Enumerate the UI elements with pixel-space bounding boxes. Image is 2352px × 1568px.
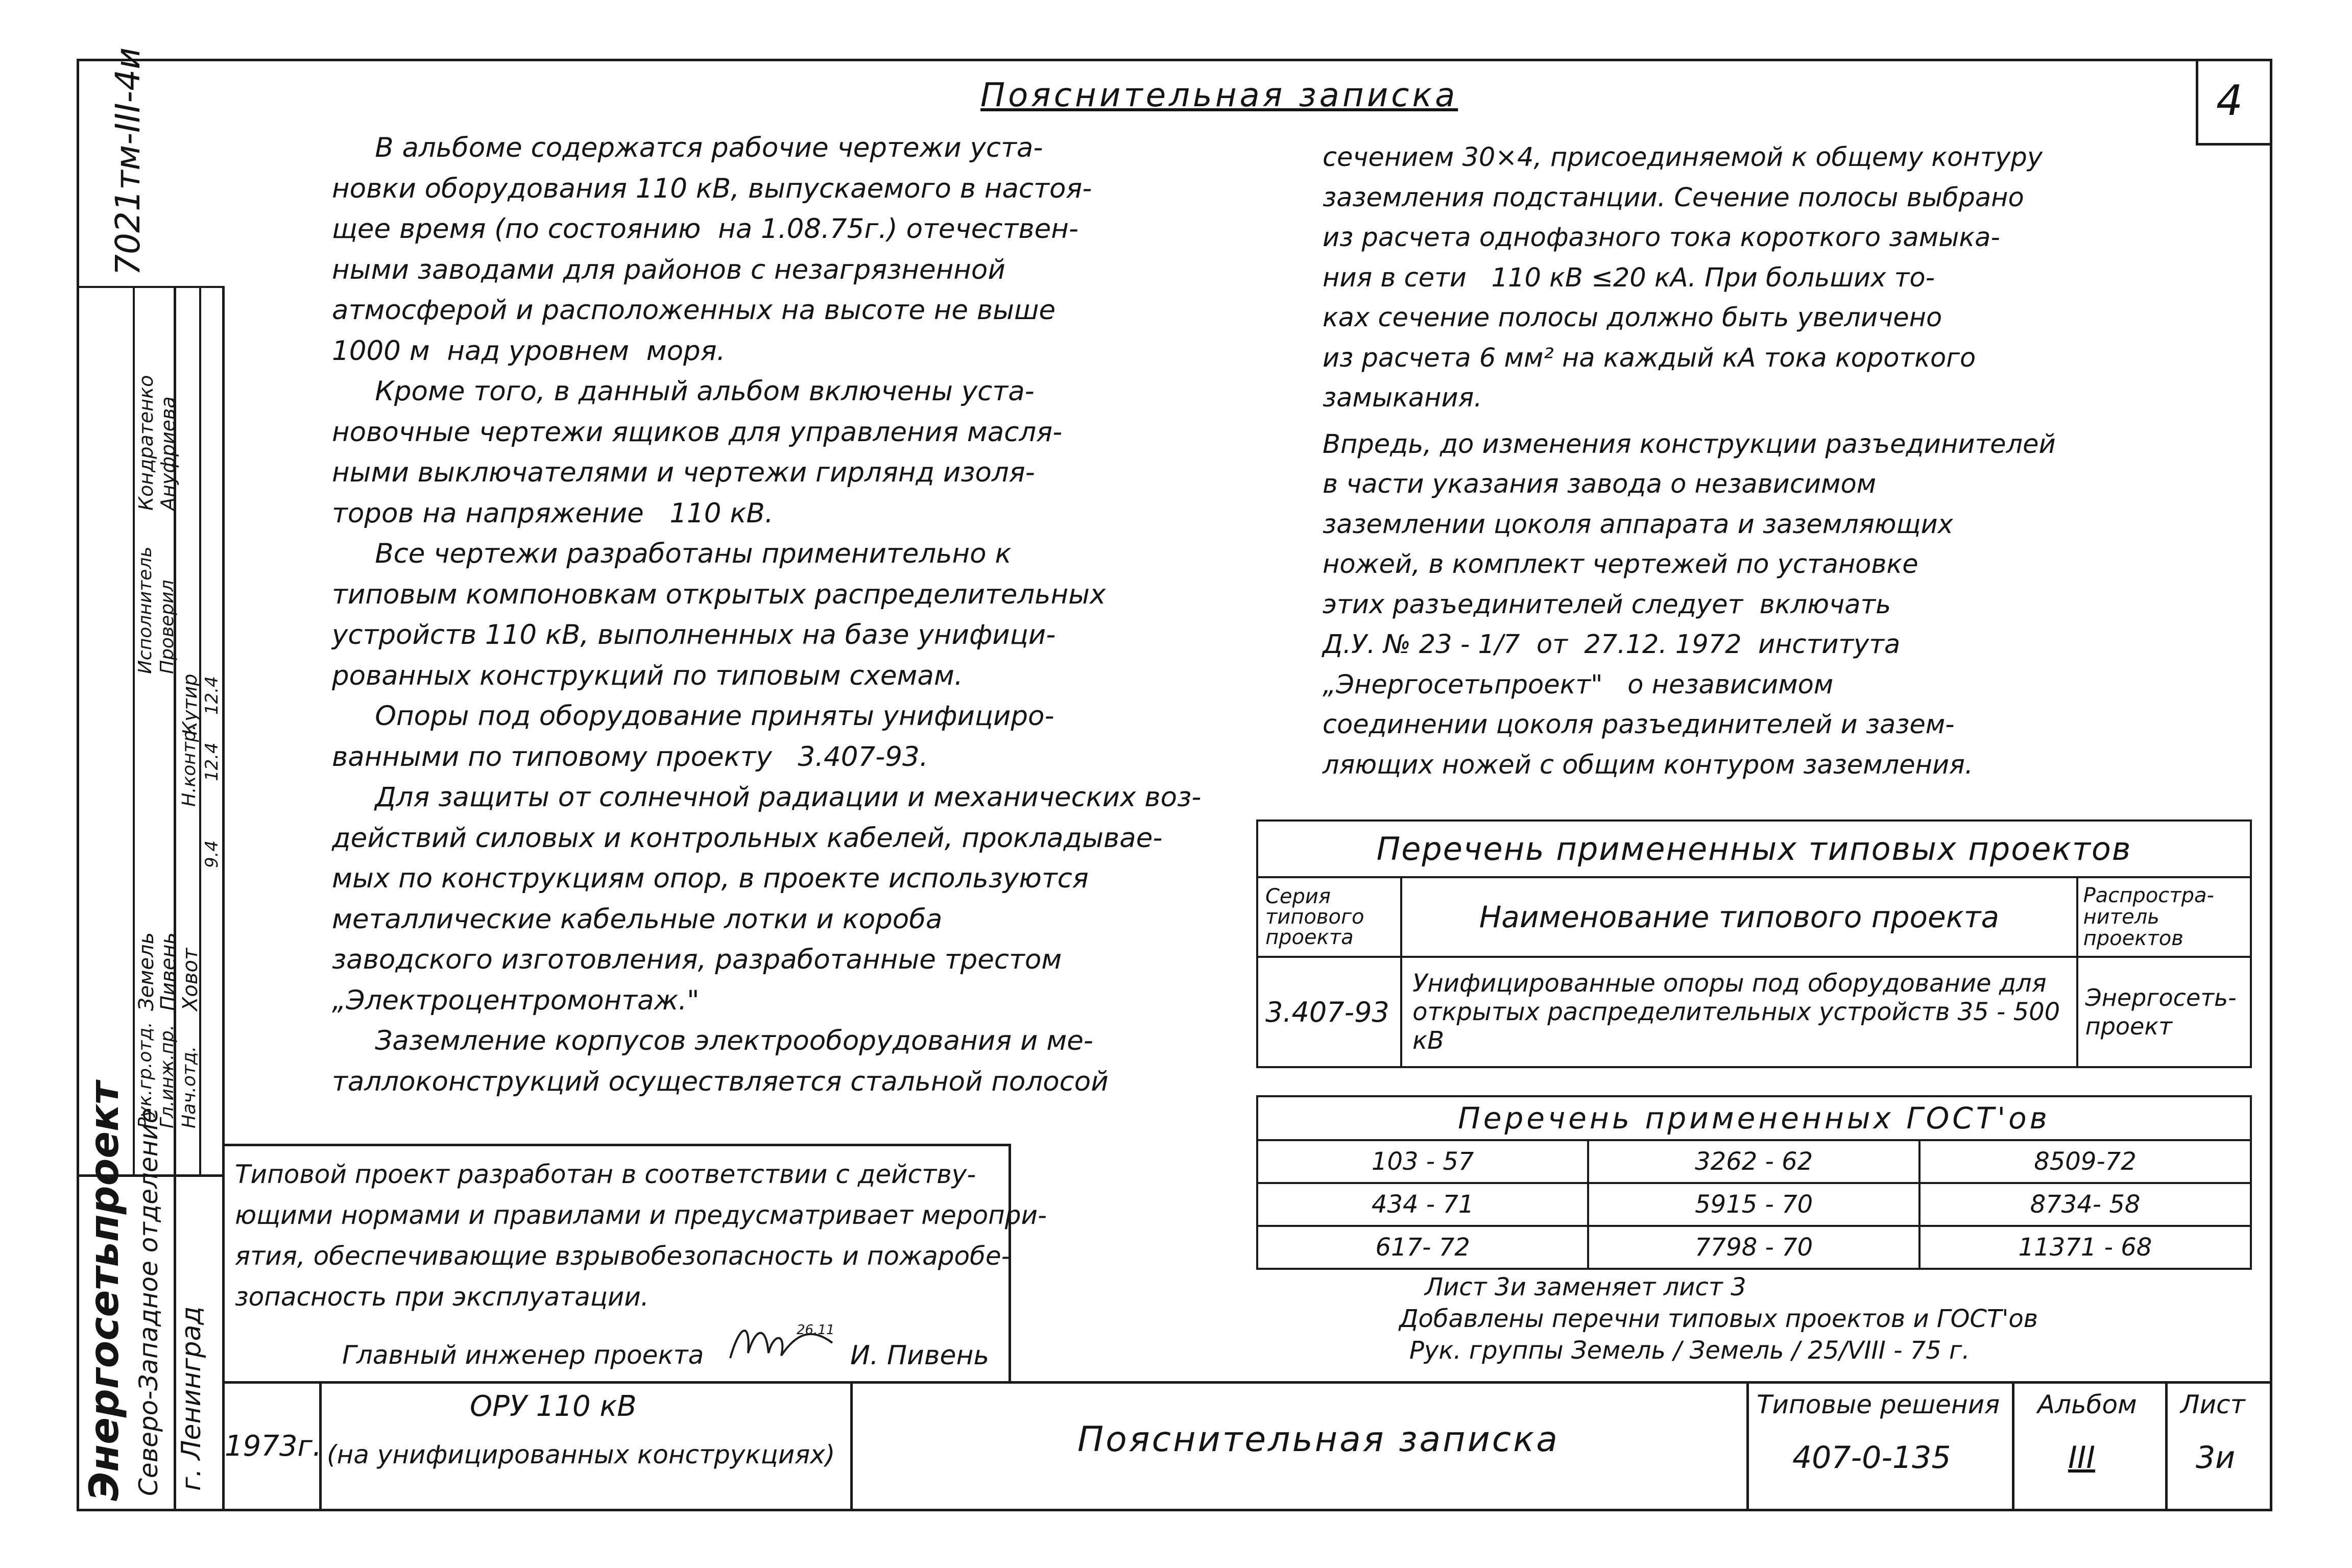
side-stamp-divider: [77, 286, 225, 288]
side-stamp-divider: [222, 286, 225, 1511]
title-block-year: 1973г.: [225, 1430, 322, 1463]
side-stamp-name: Пивень: [157, 932, 180, 1011]
title-block-divider: [1746, 1381, 1749, 1511]
chief-engineer-signature-line: Главный инженер проекта: [342, 1340, 704, 1370]
side-stamp-organization: Энергосетьпроект: [82, 1081, 128, 1501]
gost-table-title: Перечень примененных ГОСТ'ов: [1257, 1096, 2251, 1140]
paragraph-album-contents: В альбоме содержатся рабочие чертежи уста- новки оборудования 110 кВ, выпускаемого в настоя- щее время (по состоянию на 1.08.75г.) отечествен- ными заводами для районов с незагрязненной атмосферой и расположенных на высоте не выше 1000 м над уровнем моря.: [332, 132, 1092, 367]
projects-cell-name: Унифицированные опоры под оборудование для открытых распределительных устройств 35 - 500 кВ: [1401, 957, 2077, 1067]
paragraph-boxes: Кроме того, в данный альбом включены уста- новочные чертежи ящиков для управления масля- ными выключателями и чертежи гирлянд изоля- торов на напряжение 110 кВ.: [332, 376, 1063, 529]
side-stamp-date: 12.4: [202, 676, 222, 715]
side-stamp-role: Гл.инж.пр.: [157, 1024, 178, 1128]
side-stamp-name: Земель: [135, 932, 158, 1011]
side-document-code: 7021тм-III-4и: [108, 47, 148, 276]
paragraph-drawings: Все чертежи разработаны применительно к типовым компоновкам открытых распределительных устройств 110 кВ, выполненных на базе унифици- рованных конструкций по типовым схемам.: [332, 538, 1106, 691]
side-stamp-date: 9.4: [202, 840, 222, 868]
side-stamp-name: Ануфриева: [157, 396, 179, 511]
side-stamp-role: Рук.гр.отд.: [135, 1022, 156, 1128]
signature-icon: [725, 1312, 837, 1368]
side-stamp-role: Исполнитель: [135, 546, 156, 674]
sheet-number: 4: [2216, 77, 2243, 125]
chief-engineer-signature-date: 26.11: [797, 1322, 835, 1338]
paragraph-disconnectors: Впредь, до изменения конструкции разъединителей в части указания завода о независимом заземлении цоколя аппарата и заземляющих ножей, в комплект чертежей по установке этих разъединителей следует включать Д.У. № 23 - 1/7 от 27.12. 1972 института „Энергосетьпроект" о независимом соединении цоколя разъединителей и зазем- ляющих ножей с общим контуром заземления.: [1323, 429, 2056, 780]
gost-cell: 617- 72: [1257, 1226, 1588, 1269]
paragraph-grounding-continued: сечением 30×4, присоединяемой к общему контуру заземления подстанции. Сечение полосы выбрано из расчета однофазного тока короткого замыка- ния в сети 110 кВ ≤20 кА. При больших то- ках сечение полосы должно быть увеличено из расчета 6 мм² на каждый кА тока короткого замыкания.: [1323, 142, 2043, 413]
title-block-album-label: Альбом: [2037, 1390, 2137, 1419]
side-stamp-role: Проверил: [157, 580, 178, 674]
side-stamp-role: Н.контр.: [179, 724, 200, 807]
right-text-column: [1323, 138, 2140, 785]
revision-line: Рук. группы Земель / Земель / 25/VIII - 75 г.: [1409, 1336, 1970, 1365]
title-block-object-line1: ОРУ 110 кВ: [470, 1390, 637, 1423]
paragraph-grounding: Заземление корпусов электрооборудования и ме- таллоконструкций осуществляется стальной полосой: [332, 1025, 1109, 1097]
gost-table: [1256, 1095, 2252, 1270]
title-block-divider: [2012, 1381, 2014, 1511]
title-block-series-value: 407-0-135: [1792, 1440, 1951, 1476]
revision-line: Лист 3и заменяет лист 3: [1425, 1273, 1746, 1301]
revision-line: Добавлены перечни типовых проектов и ГОСТ'ов: [1399, 1305, 2038, 1333]
title-block-divider: [850, 1381, 853, 1511]
projects-header-distributor: Распростра-нитель проектов: [2077, 877, 2251, 957]
side-stamp-city: г. Ленинград: [176, 1306, 207, 1491]
paragraph-supports: Опоры под оборудование приняты унифициро- ванными по типовому проекту 3.407-93.: [332, 701, 1054, 773]
title-block-album-value: III: [2068, 1440, 2096, 1476]
title-block-object-line2: (на унифицированных конструкциях): [327, 1440, 835, 1469]
left-text-column: [332, 128, 1323, 1102]
title-block-top-border: [222, 1381, 2272, 1384]
chief-engineer-statement: Типовой проект разработан в соответствии с действу- ющими нормами и правилами и предусматривает меропри- ятия, обеспечивающие взрывобезопасность и пожаробе- зопасность при эксплуатации.: [235, 1160, 1047, 1312]
title-block-divider: [2165, 1381, 2168, 1511]
title-block-sheet-label: Лист: [2180, 1390, 2245, 1419]
paragraph-cable-protection: Для защиты от солнечной радиации и механических воз- действий силовых и контрольных кабелей, прокладывае- мых по конструкциям опор, в проекте используются металлические кабельные лотки и короба заводского изготовления, разработанные трестом „Электроцентромонтаж.": [332, 782, 1202, 1016]
title-block-sheet-value: 3и: [2196, 1440, 2236, 1476]
gost-cell: 5915 - 70: [1588, 1183, 1919, 1226]
typical-projects-table: [1256, 819, 2252, 1068]
projects-header-name: Наименование типового проекта: [1401, 877, 2077, 957]
side-stamp-name: Кутир: [179, 673, 201, 735]
projects-cell-series: 3.407-93: [1257, 957, 1401, 1067]
side-stamp-date: 12.4: [202, 742, 222, 781]
projects-header-series: Серия типового проекта: [1257, 877, 1401, 957]
gost-cell: 11371 - 68: [1919, 1226, 2251, 1269]
gost-cell: 103 - 57: [1257, 1140, 1588, 1183]
side-stamp-name: Ховот: [179, 948, 202, 1011]
side-stamp-role: Нач.отд.: [179, 1046, 200, 1128]
gost-cell: 7798 - 70: [1588, 1226, 1919, 1269]
gost-cell: 8734- 58: [1919, 1183, 2251, 1226]
revision-note: [1399, 1271, 2038, 1366]
gost-cell: 3262 - 62: [1588, 1140, 1919, 1183]
title-block-document-title: Пояснительная записка: [1077, 1419, 1559, 1460]
gost-cell: 8509-72: [1919, 1140, 2251, 1183]
title-block-series-label: Типовые решения: [1757, 1390, 2000, 1419]
side-stamp-name: Кондратенко: [135, 375, 157, 511]
chief-engineer-name: И. Пивень: [850, 1340, 990, 1371]
side-stamp-branch: Северо-Западное отделение: [134, 1107, 163, 1496]
page-title: Пояснительная записка: [980, 77, 1458, 114]
projects-cell-distributor: Энергосеть-проект: [2077, 957, 2251, 1067]
projects-table-title: Перечень примененных типовых проектов: [1257, 821, 2251, 877]
gost-cell: 434 - 71: [1257, 1183, 1588, 1226]
